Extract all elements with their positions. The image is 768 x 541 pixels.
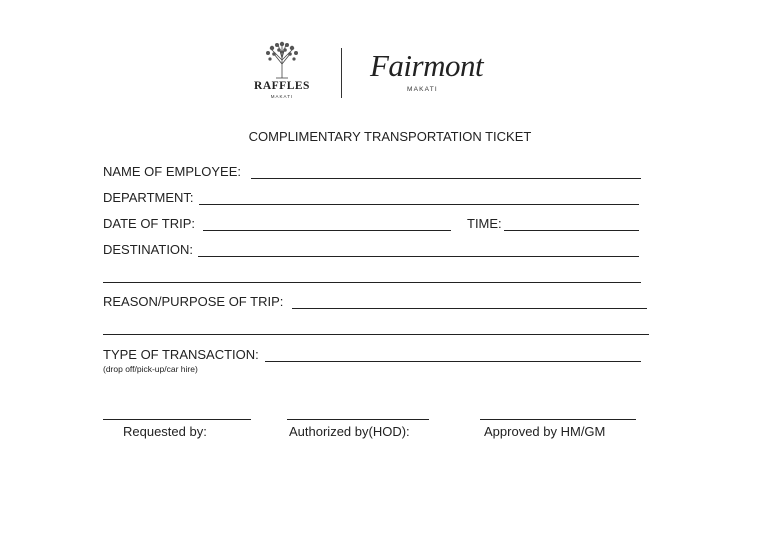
- approved-signature-line[interactable]: [480, 419, 636, 420]
- destination-field-continued[interactable]: [103, 282, 641, 283]
- raffles-logo-location: MAKATI: [270, 94, 294, 99]
- trip-time-label: TIME:: [467, 216, 502, 231]
- department-label: DEPARTMENT:: [103, 190, 194, 205]
- trip-date-label: DATE OF TRIP:: [103, 216, 195, 231]
- trip-date-field[interactable]: [203, 230, 451, 231]
- employee-name-field[interactable]: [251, 178, 641, 179]
- fairmont-logo-text: Fairmont: [370, 48, 484, 83]
- requested-by-label: Requested by:: [123, 424, 207, 439]
- destination-field[interactable]: [198, 256, 639, 257]
- raffles-logo-text: RAFFLES: [254, 80, 310, 92]
- destination-label: DESTINATION:: [103, 242, 194, 257]
- requested-signature-line[interactable]: [103, 419, 251, 420]
- approved-by-label: Approved by HM/GM: [484, 424, 606, 439]
- trip-reason-field[interactable]: [292, 308, 647, 309]
- transaction-type-field[interactable]: [265, 361, 641, 362]
- trip-reason-label: REASON/PURPOSE OF TRIP:: [103, 294, 284, 309]
- transaction-type-note: (drop off/pick-up/car hire): [103, 364, 198, 374]
- trip-reason-field-continued[interactable]: [103, 334, 649, 335]
- form-title: COMPLIMENTARY TRANSPORTATION TICKET: [248, 129, 532, 144]
- logo-divider: [341, 48, 342, 98]
- authorized-by-label: Authorized by(HOD):: [289, 424, 410, 439]
- employee-name-label: NAME OF EMPLOYEE:: [103, 164, 241, 179]
- header-logos: [252, 40, 497, 102]
- authorized-signature-line[interactable]: [287, 419, 429, 420]
- fairmont-logo-location: MAKATI: [407, 86, 438, 93]
- raffles-tree-icon: [262, 40, 302, 80]
- trip-time-field[interactable]: [504, 230, 639, 231]
- department-field[interactable]: [199, 204, 639, 205]
- transaction-type-label: TYPE OF TRANSACTION:: [103, 347, 259, 362]
